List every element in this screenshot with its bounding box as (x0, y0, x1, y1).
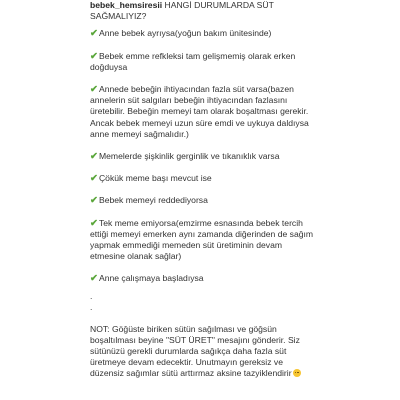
list-item-text: Tek meme emiyorsa(emzirme esnasında bebek tercih ettiği memeyi emerken aynı zamanda diğerinden de sağım yapmak emmediği memeden süt üretiminin devam etmesine olanak sağlar) (90, 217, 314, 262)
list-item-text: Anne çalışmaya başladıysa (98, 273, 204, 284)
smiling-face-icon (293, 369, 301, 377)
list-item (90, 195, 314, 206)
list-item-text: Bebek emme refkleksi tam gelişmemiş olarak erken doğduysa (90, 50, 296, 72)
username-link[interactable]: bebek_hemsiresii (90, 0, 163, 10)
list-item (90, 173, 314, 184)
check-mark-icon: ✔ (90, 151, 98, 163)
list-item-text: Memelerde şişkinlik gerginlik ve tıkanıklık varsa (98, 151, 280, 162)
list-item (90, 273, 314, 284)
check-mark-icon: ✔ (90, 50, 98, 62)
post-caption (90, 0, 314, 380)
list-item (90, 28, 314, 39)
list-item (90, 151, 314, 162)
check-mark-icon: ✔ (90, 195, 98, 207)
list-item (90, 84, 314, 140)
list-item (90, 51, 314, 73)
list-item-text: Bebek memeyi reddediyorsa (98, 195, 208, 206)
check-mark-icon: ✔ (90, 28, 98, 40)
check-mark-icon: ✔ (90, 173, 98, 185)
list-item-text: Çökük meme başı mevcut ise (98, 173, 212, 184)
spacer-dot: . (90, 290, 93, 301)
check-mark-icon: ✔ (90, 217, 98, 229)
spacer-dot: . (90, 301, 93, 312)
caption-title: HANGİ DURUMLARDA SÜT SAĞMALIYIZ? (90, 0, 274, 22)
caption-header (90, 0, 314, 22)
check-mark-icon: ✔ (90, 273, 98, 285)
list-item-text: Annede bebeğin ihtiyacından fazla süt varsa(bazen annelerin süt salgıları bebeğin ihtiyacından fazlasını üretebilir. Bebeğin memeyi tam olarak boşaltması gerekir. Ancak bebek memeyi uzun süre emdi ve uykuya daldıysa anne memeyi sağmalıdır.) (90, 84, 309, 139)
note-paragraph (90, 324, 314, 380)
list-item (90, 218, 314, 263)
note-text: NOT: Göğüste biriken sütün sağılması ve göğsün boşaltılması beyine "SÜT ÜRET" mesajını gönderir. Siz sütünüzü gerekli durumlarda sağıkça daha fazla süt üretmeye devam edecektir. Unutmayın gereksiz ve düzensiz sağımlar sütü arttırmaz aksine tazyiklendirir (90, 323, 300, 379)
check-mark-icon: ✔ (90, 84, 98, 96)
list-item-text: Anne bebek ayrıysa(yoğun bakım ünitesinde) (98, 28, 272, 39)
